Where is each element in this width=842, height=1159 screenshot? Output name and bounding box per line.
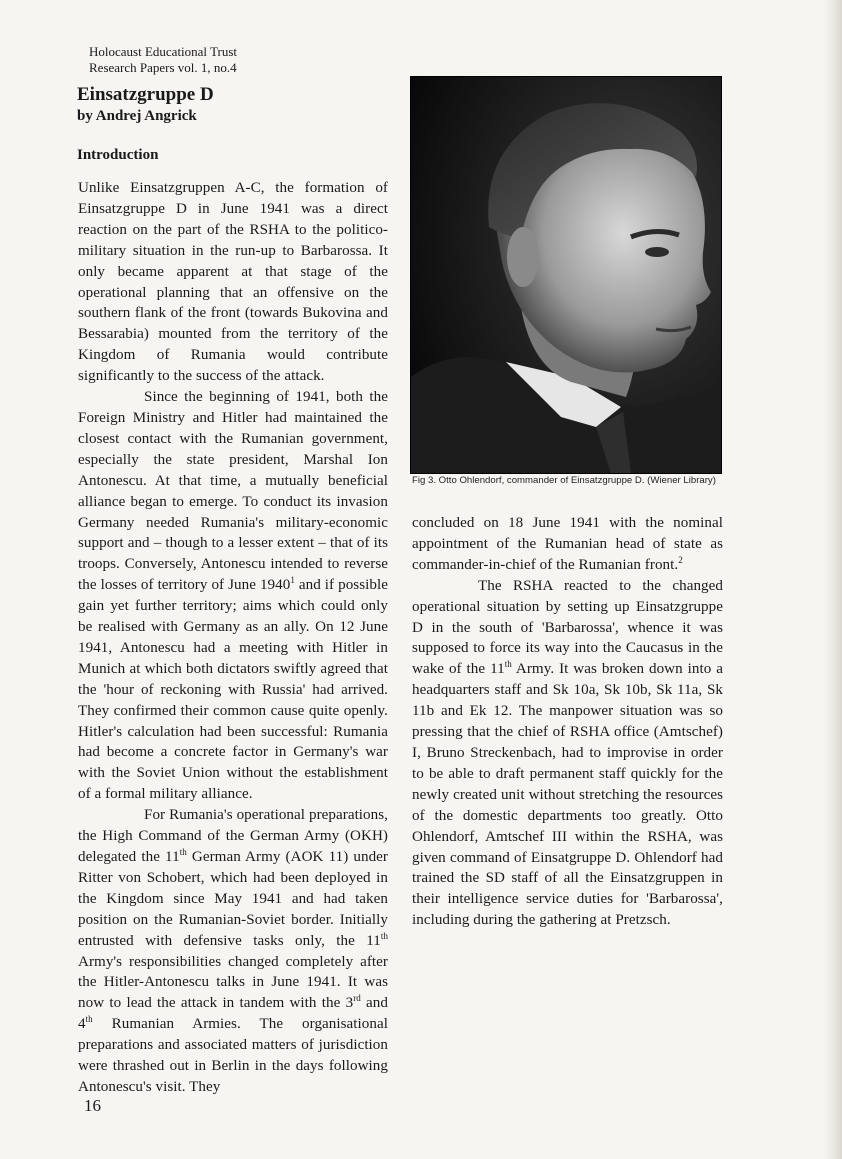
paragraph bbox=[78, 805, 388, 1098]
paragraph bbox=[78, 387, 388, 805]
paragraph-text: Rumanian Armies. The organisational preparations and associated matters of jurisdiction were thrashed out in Berlin in the days following Antonescu's visit. They bbox=[78, 1016, 388, 1095]
ordinal-suffix: th bbox=[179, 846, 187, 857]
paragraph-text: concluded on 18 June 1941 with the nominal appointment of the Rumanian head of state as commander-in-chief of the Rumanian front. bbox=[412, 515, 723, 573]
ordinal-suffix: th bbox=[504, 659, 512, 670]
paragraph-text: Army's responsibilities changed completely after the Hitler-Antonescu talks in June 1941. It was now to lead the attack in tandem with the 3 bbox=[78, 953, 388, 1012]
journal-issue: Research Papers vol. 1, no.4 bbox=[89, 60, 237, 75]
footnote-ref: 2 bbox=[678, 554, 683, 565]
article-title: Einsatzgruppe D bbox=[77, 84, 214, 105]
paragraph-text: and if possible gain yet further territory; aims which could only be realised with Germany as an ally. On 12 June 1941, Antonescu had a meeting with Hitler in Munich at which both dictators swiftly agreed that the 'hour of reckoning with Russia' had arrived. They confirmed their common cause quite openly. Hitler's calculation had been successful: Rumania had become a concrete factor in Germany's war with the Soviet Union without the establishment of a formal military alliance. bbox=[78, 577, 388, 803]
page-number: 16 bbox=[84, 1096, 101, 1115]
paragraph-text: Army. It was broken down into a headquarters staff and Sk 10a, Sk 10b, Sk 11a, Sk 11b and Ek 12. The manpower situation was so pressing that the chief of RSHA office (Amtschef) I, Bruno Streckenbach, had to improvise in order to be able to draft permanent staff quickly for the newly created unit without stretching the resources of the domestic departments too greatly. Otto Ohlendorf, Amtschef III within the RSHA, was given command of Einsatgruppe D. Ohlendorf had trained the SD staff of all the Einsatzgruppen in their intelligence service duties for 'Barbarossa', including during the gathering at Pretzsch. bbox=[412, 661, 723, 929]
figure-caption: Fig 3. Otto Ohlendorf, commander of Einsatzgruppe D. (Wiener Library) bbox=[412, 475, 716, 486]
paragraph bbox=[78, 178, 388, 387]
article-byline: by Andrej Angrick bbox=[77, 108, 197, 124]
ordinal-suffix: rd bbox=[353, 993, 361, 1004]
paragraph-text: Unlike Einsatzgruppen A-C, the formation of Einsatzgruppe D in June 1941 was a direct reaction on the part of the RSHA to the politico-military situation in the run-up to Barbarossa. It only became apparent at that stage of the operational planning that an offensive on the southern flank of the front (towards Bukovina and Bessarabia) mounted from the territory of the Kingdom of Rumania would contribute significantly to the success of the attack. bbox=[78, 180, 388, 385]
paragraph-text: German Army (AOK 11) under Ritter von Schobert, which had been deployed in the Kingdom since May 1941 and had taken position on the Rumanian-Soviet border. Initially entrusted with defensive tasks only, the 11 bbox=[78, 849, 388, 949]
paragraph bbox=[412, 513, 723, 576]
journal-name: Holocaust Educational Trust bbox=[89, 44, 238, 59]
section-heading: Introduction bbox=[77, 147, 159, 163]
paragraph bbox=[412, 576, 723, 931]
paragraph-text: and 4 bbox=[78, 995, 388, 1033]
left-text-column bbox=[78, 178, 388, 1098]
paragraph-text: The RSHA reacted to the changed operational situation by setting up Einsatzgruppe D in the south of 'Barbarossa', whence it was supposed to force its way into the Caucasus in the wake of the 11 bbox=[412, 577, 723, 678]
right-text-column bbox=[412, 513, 723, 931]
paragraph-text: For Rumania's operational preparations, the High Command of the German Army (OKH) delegated the 11 bbox=[78, 807, 388, 865]
portrait-photo bbox=[410, 76, 722, 474]
ordinal-suffix: th bbox=[85, 1014, 93, 1025]
journal-header bbox=[89, 44, 237, 76]
footnote-ref: 1 bbox=[290, 575, 295, 586]
paragraph-text: Since the beginning of 1941, both the Foreign Ministry and Hitler had maintained the closest contact with the Rumanian government, especially the state president, Marshal Ion Antonescu. At that time, a mutually beneficial alliance began to emerge. To conduct its invasion Germany needed Rumania's military-economic support and – though to a lesser extent – that of its troops. Conversely, Antonescu intended to reverse the losses of territory of June 1940 bbox=[78, 389, 388, 594]
page-edge-shadow bbox=[824, 0, 842, 1159]
portrait-illustration bbox=[411, 77, 721, 473]
ordinal-suffix: th bbox=[380, 930, 388, 941]
